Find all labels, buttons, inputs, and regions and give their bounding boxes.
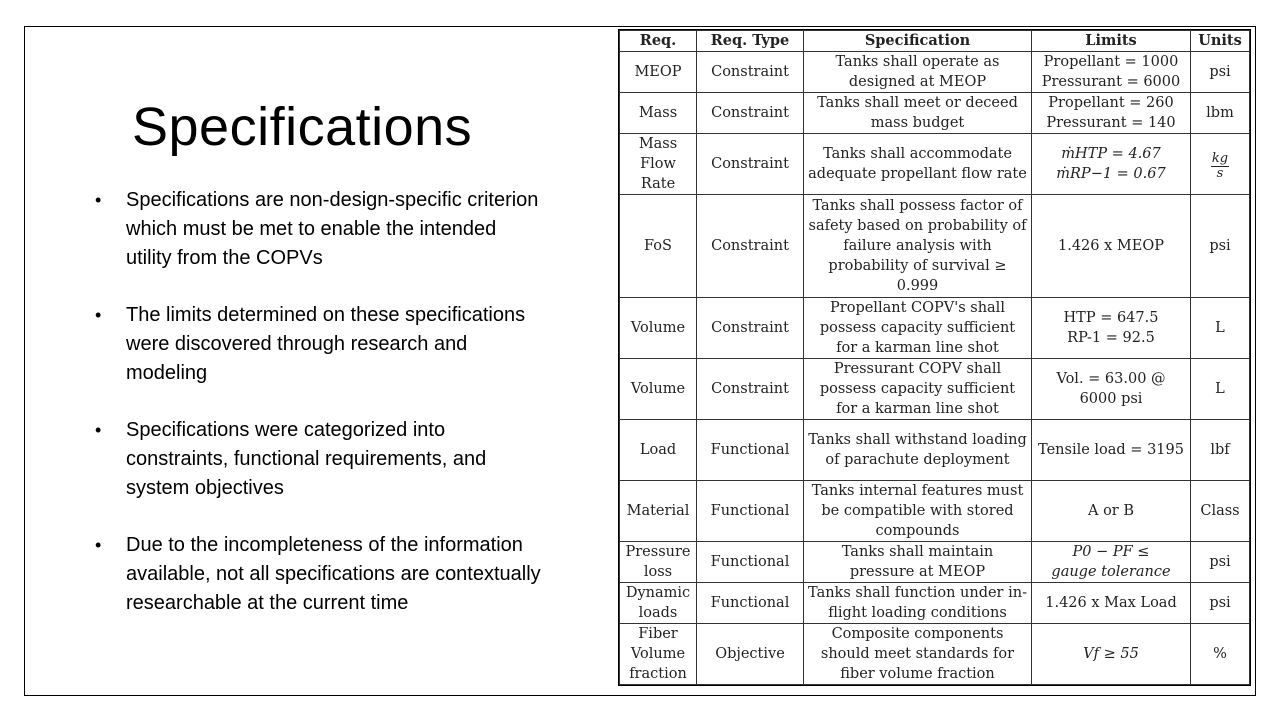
limit-line: Pressurant = 140 bbox=[1046, 115, 1176, 131]
cell-req: Load bbox=[620, 420, 697, 481]
cell-spec: Tanks shall operate as designed at MEOP bbox=[804, 52, 1032, 93]
cell-req: MEOP bbox=[620, 52, 697, 93]
bullet-item: • Specifications are non-design-specific criterion which must be met to enable the intended utility from the COPVs bbox=[92, 186, 542, 273]
limit-line: Vf ≥ 55 bbox=[1083, 646, 1139, 662]
limit-line: Vol. = 63.00 @ bbox=[1056, 371, 1166, 387]
cell-units: L bbox=[1191, 359, 1250, 420]
table-row bbox=[620, 134, 1250, 195]
table-row bbox=[620, 359, 1250, 420]
cell-req: Volume bbox=[620, 298, 697, 359]
cell-type: Constraint bbox=[697, 298, 804, 359]
cell-type: Functional bbox=[697, 542, 804, 583]
cell-spec: Tanks shall function under in-flight loading conditions bbox=[804, 583, 1032, 624]
cell-req: Fiber Volume fraction bbox=[620, 624, 697, 685]
cell-spec: Propellant COPV's shall possess capacity sufficient for a karman line shot bbox=[804, 298, 1032, 359]
units-fraction: $\frac{kg}{s}$ bbox=[1211, 150, 1229, 181]
table-row bbox=[620, 420, 1250, 481]
bullet-list bbox=[92, 186, 542, 646]
limit-line: Pressurant = 6000 bbox=[1041, 74, 1181, 90]
limit-line: A or B bbox=[1087, 503, 1134, 519]
cell-limits bbox=[1032, 542, 1191, 583]
cell-type: Functional bbox=[697, 481, 804, 542]
table-row bbox=[620, 195, 1250, 298]
table-row bbox=[620, 298, 1250, 359]
specifications-table bbox=[619, 30, 1250, 685]
table-row bbox=[620, 542, 1250, 583]
cell-type: Constraint bbox=[697, 359, 804, 420]
cell-spec: Tanks shall meet or deceed mass budget bbox=[804, 93, 1032, 134]
limit-line: Propellant = 1000 bbox=[1043, 54, 1179, 70]
cell-limits bbox=[1032, 52, 1191, 93]
limit-line: 1.426 x Max Load bbox=[1045, 595, 1177, 611]
table-header-row bbox=[620, 31, 1250, 52]
cell-type: Constraint bbox=[697, 195, 804, 298]
limit-line: 1.426 x MEOP bbox=[1058, 238, 1164, 254]
limit-line: RP-1 = 92.5 bbox=[1067, 330, 1155, 346]
cell-req: Dynamic loads bbox=[620, 583, 697, 624]
cell-units: Class bbox=[1191, 481, 1250, 542]
cell-units: psi bbox=[1191, 52, 1250, 93]
table-row bbox=[620, 583, 1250, 624]
cell-units: psi bbox=[1191, 542, 1250, 583]
cell-req: Mass Flow Rate bbox=[620, 134, 697, 195]
cell-type: Functional bbox=[697, 420, 804, 481]
cell-limits bbox=[1032, 93, 1191, 134]
limit-line: ṁHTP = 4.67 bbox=[1061, 146, 1161, 162]
cell-req: Pressure loss bbox=[620, 542, 697, 583]
cell-req: Mass bbox=[620, 93, 697, 134]
cell-spec: Pressurant COPV shall possess capacity sufficient for a karman line shot bbox=[804, 359, 1032, 420]
header-req: Req. bbox=[620, 31, 697, 52]
header-units: Units bbox=[1191, 31, 1250, 52]
limit-line: gauge tolerance bbox=[1051, 564, 1171, 580]
header-limits: Limits bbox=[1032, 31, 1191, 52]
table-row bbox=[620, 624, 1250, 685]
cell-req: Material bbox=[620, 481, 697, 542]
limit-line: P0 − PF ≤ bbox=[1072, 544, 1150, 560]
cell-units: % bbox=[1191, 624, 1250, 685]
bullet-item: • Due to the incompleteness of the information available, not all specifications are contextually researchable at the current time bbox=[92, 531, 542, 618]
cell-units: lbm bbox=[1191, 93, 1250, 134]
cell-limits bbox=[1032, 420, 1191, 481]
cell-spec: Composite components should meet standards for fiber volume fraction bbox=[804, 624, 1032, 685]
cell-spec: Tanks shall accommodate adequate propellant flow rate bbox=[804, 134, 1032, 195]
table-row bbox=[620, 481, 1250, 542]
cell-type: Constraint bbox=[697, 52, 804, 93]
limit-line: HTP = 647.5 bbox=[1063, 310, 1159, 326]
cell-limits bbox=[1032, 359, 1191, 420]
cell-units: lbf bbox=[1191, 420, 1250, 481]
cell-units: psi bbox=[1191, 195, 1250, 298]
cell-spec: Tanks internal features must be compatible with stored compounds bbox=[804, 481, 1032, 542]
limit-line: ṁRP−1 = 0.67 bbox=[1056, 166, 1166, 182]
cell-limits bbox=[1032, 195, 1191, 298]
cell-units bbox=[1191, 134, 1250, 195]
cell-req: FoS bbox=[620, 195, 697, 298]
cell-spec: Tanks shall maintain pressure at MEOP bbox=[804, 542, 1032, 583]
cell-type: Objective bbox=[697, 624, 804, 685]
cell-limits bbox=[1032, 298, 1191, 359]
bullet-item: • Specifications were categorized into constraints, functional requirements, and system objectives bbox=[92, 416, 542, 503]
cell-limits bbox=[1032, 624, 1191, 685]
slide-title: Specifications bbox=[132, 97, 473, 157]
cell-limits bbox=[1032, 481, 1191, 542]
cell-type: Constraint bbox=[697, 93, 804, 134]
table-row bbox=[620, 52, 1250, 93]
cell-req: Volume bbox=[620, 359, 697, 420]
header-req-type: Req. Type bbox=[697, 31, 804, 52]
cell-limits bbox=[1032, 583, 1191, 624]
limit-line: Propellant = 260 bbox=[1048, 95, 1174, 111]
cell-spec: Tanks shall possess factor of safety based on probability of failure analysis with probability of survival ≥ 0.999 bbox=[804, 195, 1032, 298]
cell-type: Functional bbox=[697, 583, 804, 624]
cell-limits bbox=[1032, 134, 1191, 195]
limit-line: 6000 psi bbox=[1079, 391, 1143, 407]
header-specification: Specification bbox=[804, 31, 1032, 52]
limit-line: Tensile load = 3195 bbox=[1038, 442, 1184, 458]
cell-type: Constraint bbox=[697, 134, 804, 195]
cell-spec: Tanks shall withstand loading of parachute deployment bbox=[804, 420, 1032, 481]
cell-units: L bbox=[1191, 298, 1250, 359]
bullet-item: • The limits determined on these specifications were discovered through research and modeling bbox=[92, 301, 542, 388]
table-row bbox=[620, 93, 1250, 134]
cell-units: psi bbox=[1191, 583, 1250, 624]
